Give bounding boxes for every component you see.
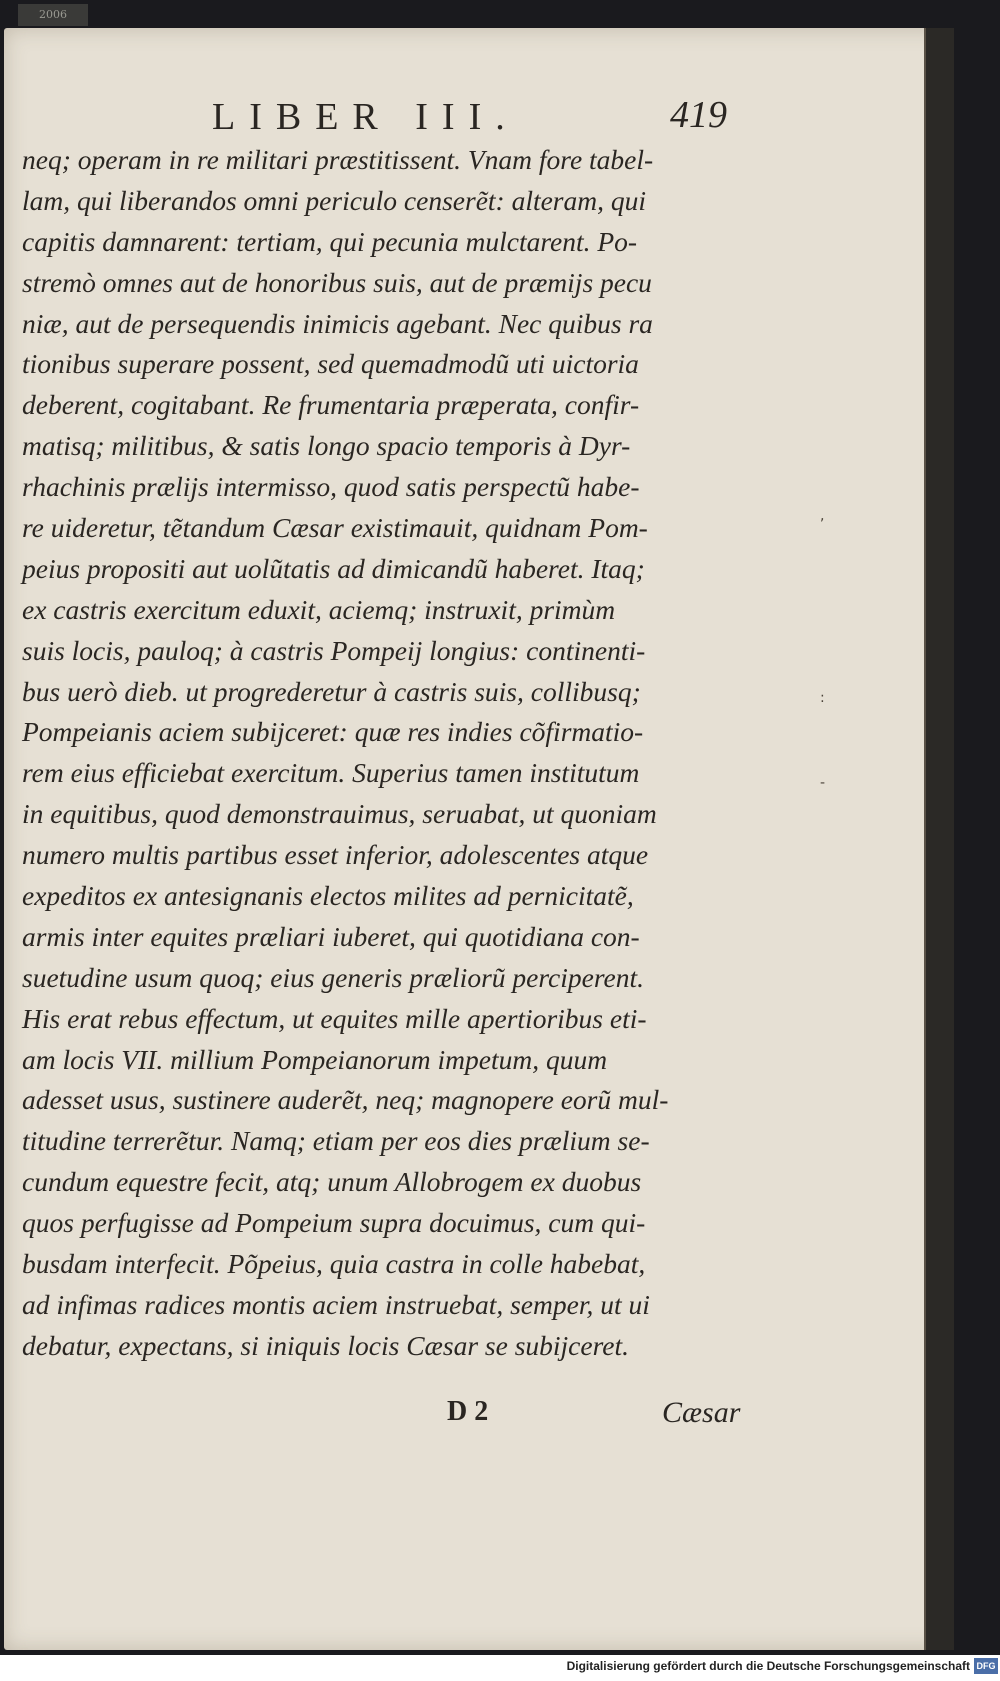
- margin-mark: ,: [820, 508, 825, 524]
- text-line: matisq; militibus, & satis longo spacio temporis à Dyr-: [22, 430, 631, 462]
- text-line: bus uerò dieb. ut progrederetur à castris suis, collibusq;: [22, 675, 641, 707]
- text-line: busdam interfecit. Põpeius, quia castra in colle habebat,: [22, 1248, 646, 1280]
- corner-mark: 2006: [18, 4, 88, 26]
- text-line: cundum equestre fecit, atq; unum Allobrogem ex duobus: [22, 1166, 642, 1198]
- text-line: stremò omnes aut de honoribus suis, aut de præmijs pecu: [22, 266, 652, 298]
- text-line: in equitibus, quod demonstrauimus, seruabat, ut quoniam: [22, 798, 657, 830]
- text-line: neq; operam in re militari præstitissent. Vnam fore tabel-: [22, 144, 654, 175]
- folio-number: 419: [670, 94, 727, 136]
- text-line: suis locis, pauloq; à castris Pompeij longius: continenti-: [22, 634, 646, 666]
- text-line: rhachinis prælijs intermisso, quod satis perspectũ habe-: [22, 471, 640, 503]
- text-line: deberent, cogitabant. Re frumentaria præperata, confir-: [22, 389, 640, 421]
- text-line: ad infimas radices montis aciem instruebat, semper, ut ui: [22, 1288, 650, 1320]
- text-line: expeditos ex antesignanis electos milites ad pernicitatẽ,: [22, 880, 634, 912]
- footer-credit: Digitalisierung gefördert durch die Deutsche Forschungsgemeinschaft: [566, 1659, 970, 1673]
- text-line: am locis VII. millium Pompeianorum impetum, quum: [22, 1043, 608, 1075]
- catchword: Cæsar: [662, 1396, 741, 1429]
- body-text: [22, 140, 752, 1367]
- text-line: numero multis partibus esset inferior, adolescentes atque: [22, 839, 649, 871]
- text-line: niæ, aut de persequendis inimicis agebant. Nec quibus ra: [22, 307, 653, 339]
- text-line: debatur, expectans, si iniquis locis Cæsar se subijceret.: [22, 1329, 629, 1361]
- text-line: armis inter equites præliari iuberet, qui quotidiana con-: [22, 920, 640, 952]
- text-line: titudine terrerẽtur. Namq; etiam per eos dies prælium se-: [22, 1125, 650, 1157]
- margin-mark: -: [820, 775, 826, 791]
- catchword-line: [22, 1396, 752, 1432]
- text-line: quos perfugisse ad Pompeium supra docuimus, cum qui-: [22, 1207, 646, 1239]
- text-line: lam, qui liberandos omni periculo censerẽt: alteram, qui: [22, 184, 647, 216]
- footer-bar: [0, 1655, 1000, 1681]
- signature-mark: D 2: [447, 1396, 489, 1427]
- page-edge: [924, 28, 954, 1650]
- text-line: tionibus superare possent, sed quemadmodũ uti uictoria: [22, 348, 639, 380]
- text-line: Pompeianis aciem subijceret: quæ res indies cõfirmatio-: [22, 716, 644, 748]
- text-line: capitis damnarent: tertiam, qui pecunia mulctarent. Po-: [22, 225, 638, 257]
- text-line: ex castris exercitum eduxit, aciemq; instruxit, primùm: [22, 593, 616, 625]
- text-line: His erat rebus effectum, ut equites mille apertioribus eti-: [22, 1002, 647, 1034]
- text-line: adesset usus, sustinere auderẽt, neq; magnopere eorũ mul-: [22, 1084, 669, 1116]
- dfg-logo: DFG: [974, 1658, 998, 1674]
- text-line: peius propositi aut uolũtatis ad dimicandũ haberet. Itaq;: [22, 552, 645, 584]
- running-title: LIBER III.: [212, 96, 519, 138]
- running-head: [22, 95, 752, 139]
- text-line: re uideretur, tẽtandum Cæsar existimauit, quidnam Pom-: [22, 512, 648, 544]
- margin-mark: :: [820, 690, 825, 706]
- text-line: suetudine usum quoq; eius generis præliorũ perciperent.: [22, 961, 644, 993]
- text-line: rem eius efficiebat exercitum. Superius tamen institutum: [22, 757, 640, 789]
